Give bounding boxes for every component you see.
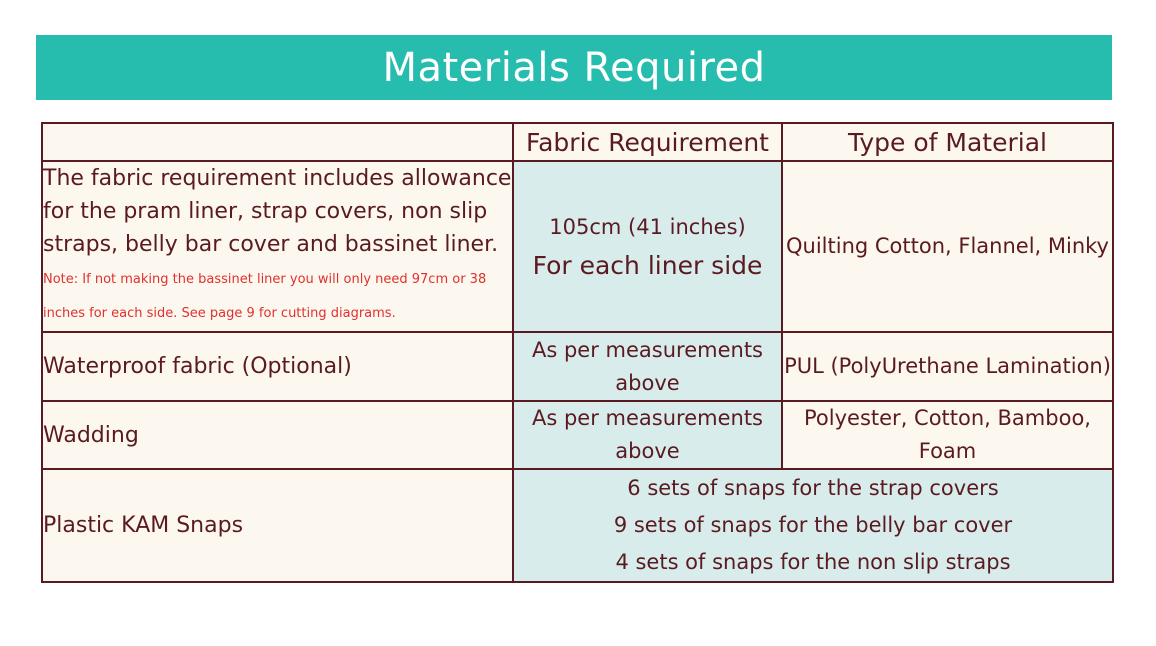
table-row xyxy=(42,469,1113,582)
requirement-per-side: For each liner side xyxy=(532,251,763,280)
materials-table xyxy=(41,122,1114,583)
row-label-waterproof: Waterproof fabric (Optional) xyxy=(42,332,513,401)
snaps-cell xyxy=(513,469,1113,582)
waterproof-type-cell: PUL (PolyUrethane Lamination) xyxy=(782,332,1113,401)
header-fabric-requirement: Fabric Requirement xyxy=(513,123,782,161)
table-row xyxy=(42,161,1113,332)
snaps-strap-covers: 6 sets of snaps for the strap covers xyxy=(627,476,999,500)
snaps-belly-bar-cover: 9 sets of snaps for the belly bar cover xyxy=(613,513,1013,537)
bassinet-note: Note: If not making the bassinet liner you will only need 97cm or 38 inches for each side. See page 9 for cutting diagrams. xyxy=(43,272,487,321)
waterproof-requirement-cell: As per measurements above xyxy=(513,332,782,401)
snaps-non-slip-straps: 4 sets of snaps for the non slip straps xyxy=(615,550,1011,574)
row-label-snaps: Plastic KAM Snaps xyxy=(42,469,513,582)
wadding-requirement-cell: As per measurements above xyxy=(513,401,782,469)
header-row xyxy=(42,123,1113,161)
row-label-wadding: Wadding xyxy=(42,401,513,469)
page-title: Materials Required xyxy=(382,44,766,91)
title-banner xyxy=(36,35,1112,100)
fabric-requirement-cell xyxy=(513,161,782,332)
header-type-of-material: Type of Material xyxy=(782,123,1113,161)
table-row xyxy=(42,332,1113,401)
row-label-fabric xyxy=(42,161,513,332)
table-row xyxy=(42,401,1113,469)
fabric-allowance-text: The fabric requirement includes allowance for the pram liner, strap covers, non slip straps, belly bar cover and bassinet liner. xyxy=(43,166,512,257)
fabric-type-cell: Quilting Cotton, Flannel, Minky xyxy=(782,161,1113,332)
wadding-type-cell: Polyester, Cotton, Bamboo, Foam xyxy=(782,401,1113,469)
header-empty xyxy=(42,123,513,161)
requirement-length: 105cm (41 inches) xyxy=(549,215,746,239)
